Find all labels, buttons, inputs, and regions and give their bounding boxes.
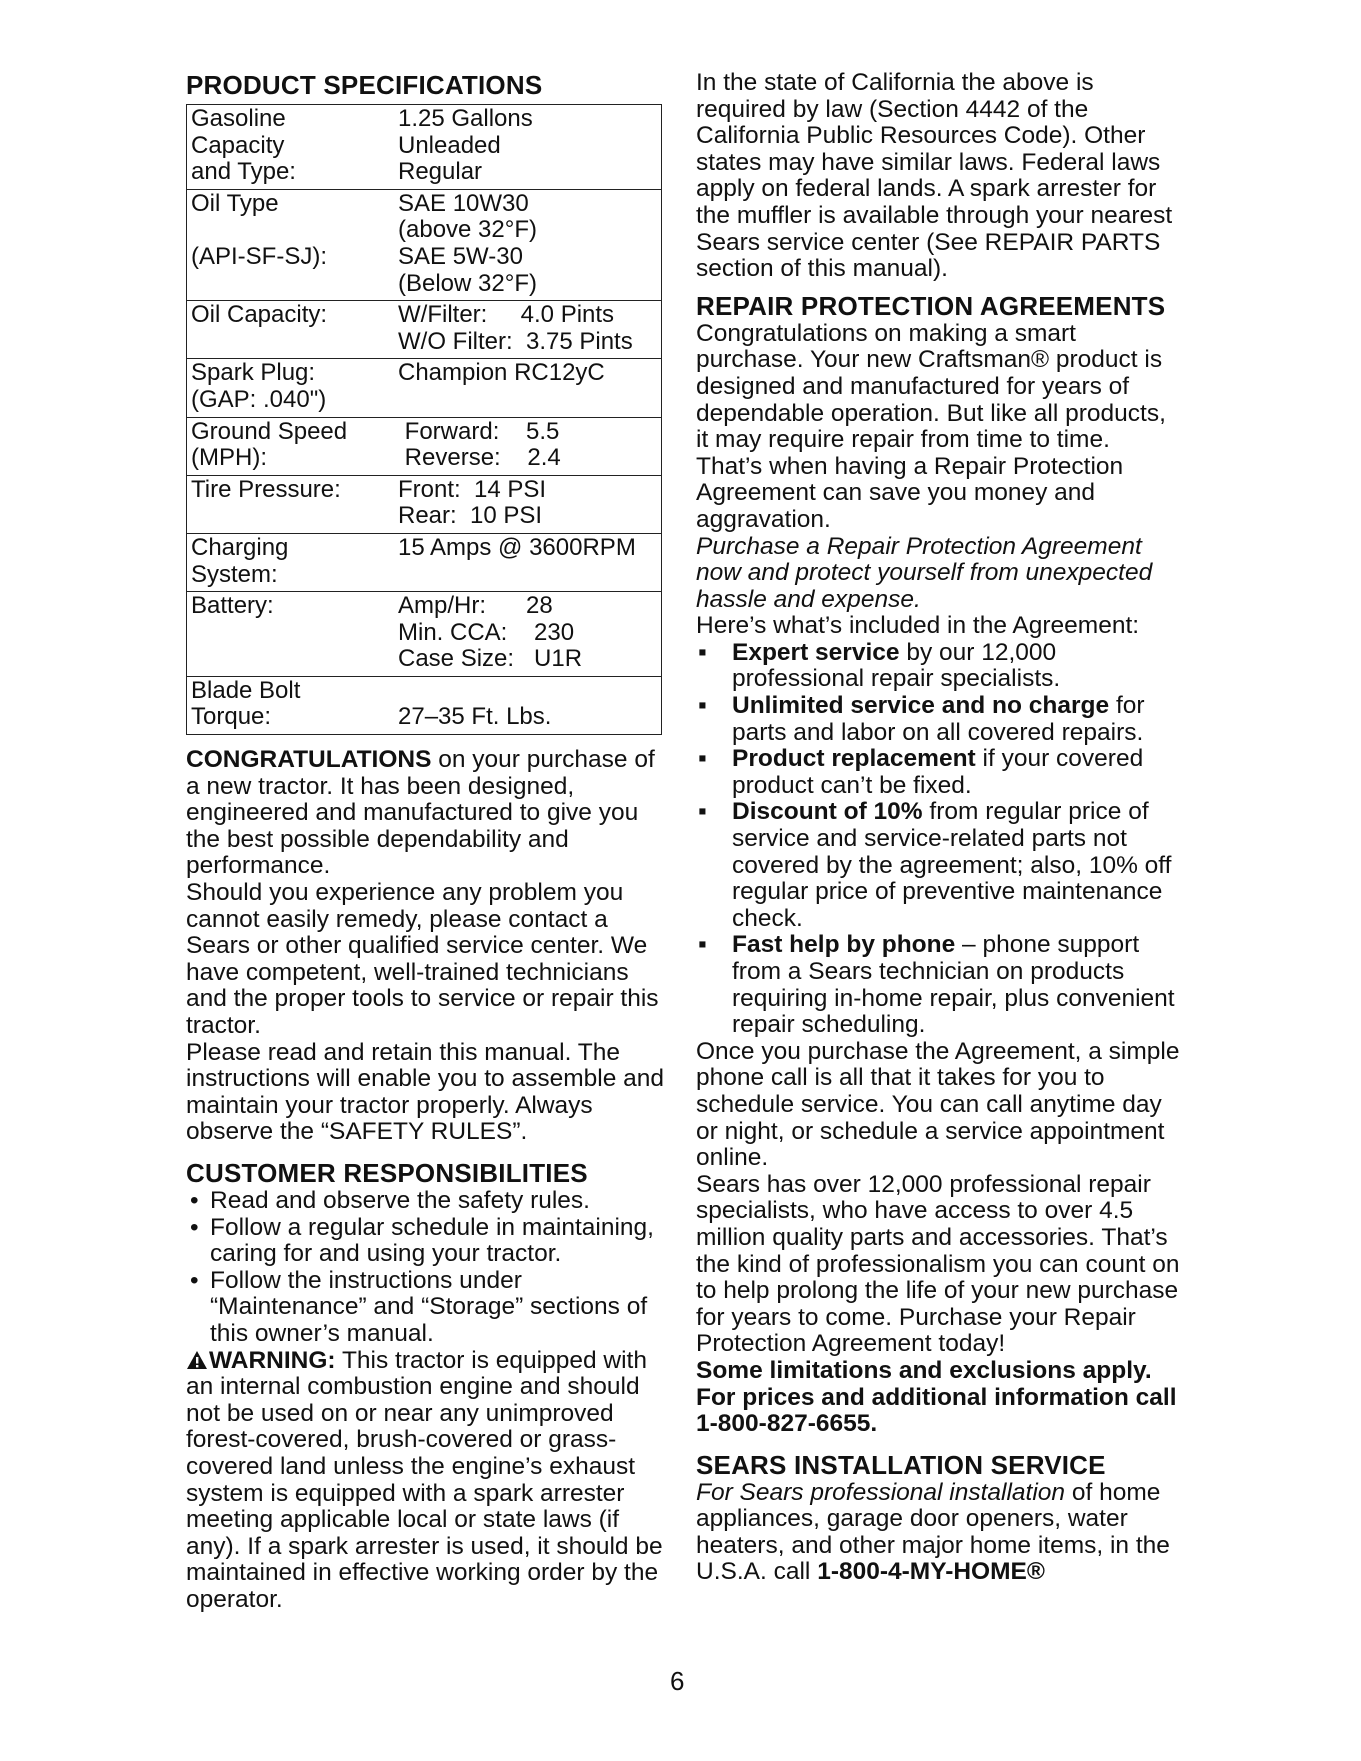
spec-value: 1.25 Gallons Unleaded Regular <box>398 105 533 186</box>
bullet-icon: • <box>190 1266 199 1294</box>
california-paragraph: In the state of California the above is required by law (Section 4442 of the California Public Resources Code). Other states may have similar laws. Federal laws apply on federal lands. A spark arrester for the muffler is available through your nearest Sears service center (See REPAIR PARTS section of this manual). <box>696 69 1173 283</box>
spec-value: SAE 10W30 (above 32°F) SAE 5W-30 (Below 32°F) <box>398 189 537 297</box>
spec-label: Charging System: <box>191 533 289 588</box>
warning-text: This tractor is equipped with an internal combustion engine and should not be used on or near any unimproved forest-covered, brush-covered or grass-covered land unless the engine’s exhaust system is equipped with a spark arrester meeting applicable local or state laws (if any). If a spark arrester is used, it should be maintained in effective working order by the operator. <box>186 1346 663 1613</box>
spec-value: Forward: 5.5 Reverse: 2.4 <box>398 417 561 472</box>
bullet-icon: ▪ <box>698 745 707 773</box>
spec-label: Oil Type (API-SF-SJ): <box>191 189 327 270</box>
congrats-p2: Should you experience any problem you cannot easily remedy, please contact a Sears or other qualified service center. We have competent, well-trained technicians and the proper tools to service or repair this tractor. <box>186 879 659 1039</box>
spec-value: Champion RC12yC <box>398 359 605 387</box>
page-number: 6 <box>670 1666 685 1696</box>
left-column <box>186 70 664 1613</box>
install-title: SEARS INSTALLATION SERVICE <box>696 1449 1106 1480</box>
congrats-section <box>186 747 664 1146</box>
repair-once: Once you purchase the Agreement, a simple phone call is all that it takes for you to schedule service. You can call anytime day or night, or schedule a service appointment online. <box>696 1037 1180 1172</box>
congrats-text: on your purchase of a new tractor. It has been designed, engineered and manufactured to give you the best possible dependability and performance. <box>186 746 655 880</box>
spec-label: Battery: <box>191 592 274 620</box>
list-item: ▪ Fast help by phone – phone support from a Sears technician on products requiring in-home repair, plus convenient repair scheduling. <box>698 931 1175 1039</box>
repair-sears: Sears has over 12,000 professional repair specialists, who have access to over 4.5 million quality parts and accessories. That’s the kind of professionalism you can count on to help prolong the life of your new purchase for years to come. Purchase your Repair Protection Agreement today! <box>696 1170 1180 1358</box>
warning-label: WARNING: <box>209 1346 336 1374</box>
list-item: ▪ Expert service by our 12,000 professional repair specialists. <box>698 638 1061 693</box>
repair-bold-note: Some limitations and exclusions apply. For prices and additional information call 1-800-827-6655. <box>696 1356 1177 1438</box>
spec-label: Ground Speed (MPH): <box>191 417 348 472</box>
warning-triangle-icon <box>186 1350 208 1370</box>
list-item: • Follow the instructions under “Maintenance” and “Storage” sections of this owner’s manual. <box>190 1266 648 1347</box>
repair-intro: Congratulations on making a smart purchase. Your new Craftsman® product is designed and manufactured for years of dependable operation. But like all products, it may require repair from time to time. That’s when having a Repair Protection Agreement can save you money and aggravation. <box>696 319 1166 533</box>
list-item: • Read and observe the safety rules. <box>190 1186 590 1214</box>
spec-row <box>187 417 662 475</box>
repair-included: Here’s what’s included in the Agreement: <box>696 612 1140 640</box>
bullet-icon: • <box>190 1186 199 1214</box>
spec-label: Spark Plug: (GAP: .040") <box>191 359 327 413</box>
bullet-icon: • <box>190 1213 199 1241</box>
customer-list <box>186 1188 664 1348</box>
spec-row <box>187 475 662 533</box>
bullet-icon: ▪ <box>698 638 707 666</box>
list-item: • Follow a regular schedule in maintaining, caring for and using your tractor. <box>190 1213 654 1268</box>
spec-row <box>187 676 662 734</box>
repair-list <box>696 640 1181 1039</box>
warning-paragraph <box>186 1348 664 1614</box>
list-item: ▪ Unlimited service and no charge for parts and labor on all covered repairs. <box>698 692 1145 746</box>
spec-label: Tire Pressure: <box>191 475 341 503</box>
right-column <box>696 70 1181 1586</box>
spec-value: W/Filter: 4.0 Pints W/O Filter: 3.75 Pints <box>398 301 633 355</box>
congrats-p1 <box>186 747 664 880</box>
spec-row <box>187 301 662 359</box>
spec-row <box>187 105 662 190</box>
congrats-lead: CONGRATULATIONS <box>186 746 432 774</box>
spec-table <box>186 104 662 735</box>
congrats-p3: Please read and retain this manual. The instructions will enable you to assemble and maintain your tractor properly. Always observe the “SAFETY RULES”. <box>186 1038 665 1146</box>
bullet-icon: ▪ <box>698 931 707 959</box>
list-item: ▪ Product replacement if your covered product can’t be fixed. <box>698 745 1144 799</box>
spec-row <box>187 533 662 591</box>
list-item: ▪ Discount of 10% from regular price of service and service-related parts not covered by the agreement; also, 10% off regular price of preventive maintenance check. <box>698 798 1172 932</box>
spec-title: PRODUCT SPECIFICATIONS <box>186 70 543 100</box>
customer-title: CUSTOMER RESPONSIBILITIES <box>186 1157 588 1188</box>
bullet-icon: ▪ <box>698 798 707 826</box>
bullet-icon: ▪ <box>698 692 707 720</box>
repair-italic: Purchase a Repair Protection Agreement now and protect yourself from unexpected hassle and expense. <box>696 532 1153 613</box>
spec-value: Amp/Hr: 28 Min. CCA: 230 Case Size: U1R <box>398 592 583 673</box>
spec-value: 15 Amps @ 3600RPM <box>398 533 636 561</box>
spec-row <box>187 592 662 677</box>
spec-row <box>187 189 662 300</box>
spec-label: Oil Capacity: <box>191 301 328 329</box>
install-paragraph: For Sears professional installation of home appliances, garage door openers, water heaters, and other major home items, in the U.S.A. call 1-800-4-MY-HOME® <box>696 1478 1170 1586</box>
spec-label: Blade Bolt Torque: <box>191 676 301 731</box>
spec-row <box>187 359 662 417</box>
spec-value: 27–35 Ft. Lbs. <box>398 703 552 731</box>
repair-title: REPAIR PROTECTION AGREEMENTS <box>696 290 1166 321</box>
spec-value: Front: 14 PSI Rear: 10 PSI <box>398 475 547 530</box>
spec-label: Gasoline Capacity and Type: <box>191 105 296 186</box>
